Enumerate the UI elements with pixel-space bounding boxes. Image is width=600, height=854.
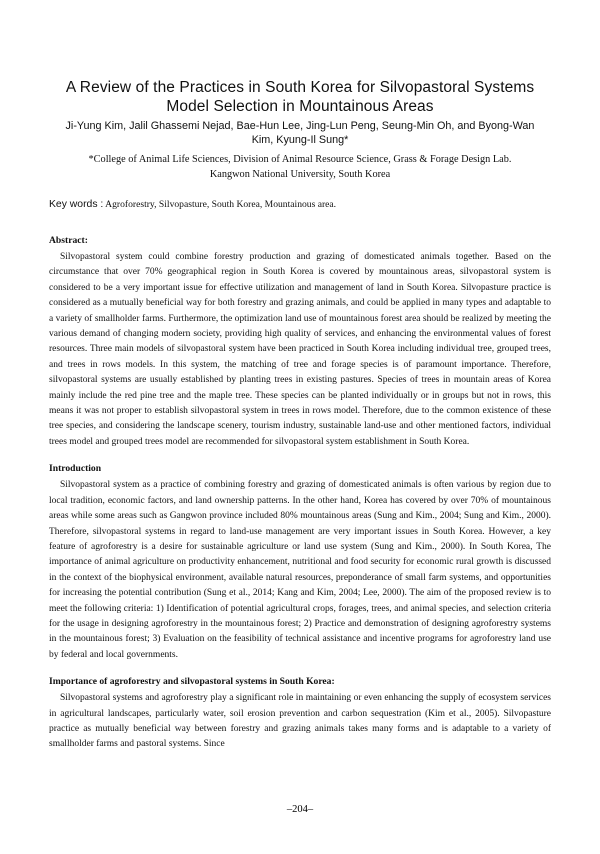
author-list <box>49 119 551 147</box>
importance-heading: Importance of agroforestry and silvopastoral systems in South Korea: <box>49 676 335 688</box>
introduction-paragraph: Silvopastoral system as a practice of combining forestry and grazing of domesticated animals is often various by region due to local tradition, economic factors, and land ownership patterns. In the other hand, Korea has covered by over 70% of mountainous areas while some areas such as Gangwon province included 80% mountainous areas (Sung and Kim., 2004; Sung and Kim., 2000). Therefore, silvopastoral systems in regard to land-use management are very important issues in South Korea. However, a key feature of agroforestry is a desire for sustainable agriculture or land use system (Sung and Kim., 2000). In South Korea, The importance of animal agriculture on productivity enhancement, nutritional and food security for economic rural growth is discussed in the context of the biophysical environment, available natural resources, preponderance of small farm systems, and opportunities for increasing the potential contribution (Sung et al., 2014; Kang and Kim, 2004; Lee, 2000). The aim of the proposed review is to meet the following criteria: 1) Identification of potential agricultural crops, forages, trees, and animal species, and selection criteria for the usage in designing agroforestry in the mountainous forest; 2) Practice and demonstration of designing agroforestry systems in the mountainous forest; 3) Evaluation on the feasibility of technical assistance and incentive programs for agroforestry land use by federal and local governments. <box>49 480 551 660</box>
keywords-label: Key words : <box>49 199 104 210</box>
keywords <box>49 198 551 212</box>
title-line-2: Model Selection in Mountainous Areas <box>166 98 434 115</box>
keywords-text: Agroforestry, Silvopasture, South Korea, Mountainous area. <box>105 199 337 210</box>
abstract-heading: Abstract: <box>49 235 88 246</box>
affiliation-line-2: Kangwon National University, South Korea <box>209 169 391 180</box>
authors-line-2: Kim, Kyung-Il Sung* <box>251 134 349 146</box>
title-line-1: A Review of the Practices in South Korea for Silvopastoral Systems <box>65 79 535 96</box>
page-number: –204– <box>286 804 314 815</box>
paper-title <box>49 78 551 116</box>
introduction-heading: Introduction <box>49 463 102 475</box>
abstract-paragraph: Silvopastoral system could combine forestry production and grazing of domesticated animals together. Based on the circumstance that over 70% geographical region in South Korea is covered by mountainous areas, silvopastoral system is considered to be a very important issue for effective utilization and management of land in South Korea. Silvopasture practice is considered as a mutually beneficial way for both forestry and grazing animals, and could be applied in many types and adaptable to a variety of smallholder farms. Furthermore, the optimization land use of mountainous forest area should be realized by meeting the various demand of changing modern society, providing high quality of services, and enhancing the environmental values of forest resources. Three main models of silvopastoral system have been practiced in South Korea including individual tree, grouped trees, and trees in rows models. In this system, the matching of tree and forage species is of paramount importance. Therefore, silvopastoral systems are usually established by planting trees in existing pastures. Species of trees in mountain areas of Korea mainly include the red pine tree and the maple tree. These species can be planted individually or in groups but not in rows, this means it was not proper to establish silvopastoral system in trees in rows model. Therefore, due to the common existence of these tree species, and considering the landscape scenery, tourism industry, sustainable land-use and other mentioned factors, individual trees model and grouped trees model are recommended for silvopastoral system establishment in South Korea. <box>49 252 551 447</box>
importance-paragraph: Silvopastoral systems and agroforestry play a significant role in maintaining or even enhancing the supply of ecosystem services in agricultural landscapes, particularly water, soil erosion prevention and carbon sequestration (Kim et al., 2005). Silvopasture practice as mutually beneficial way between forestry and grazing animals takes many forms and is adaptable to a variety of smallholder farms and pastoral systems. Since <box>49 693 551 750</box>
affiliation-line-1: *College of Animal Life Sciences, Division of Animal Resource Science, Grass & Forage Design Lab. <box>88 154 512 165</box>
authors-line-1: Ji-Yung Kim, Jalil Ghassemi Nejad, Bae-Hun Lee, Jing-Lun Peng, Seung-Min Oh, and Byong-Wan <box>65 120 535 132</box>
affiliation <box>49 152 551 182</box>
